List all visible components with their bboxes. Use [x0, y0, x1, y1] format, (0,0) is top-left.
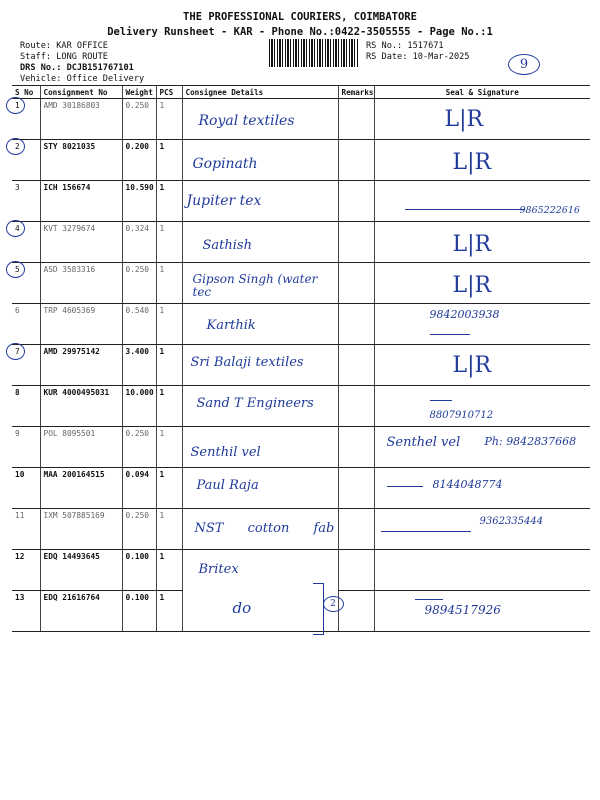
- row-weight: 10.000: [122, 386, 156, 427]
- table-row: [12, 304, 590, 345]
- table-row: [12, 427, 590, 468]
- signature-scribble: [387, 486, 423, 487]
- col-header-sno: S No: [12, 86, 40, 99]
- row-weight: 0.250: [122, 263, 156, 304]
- circle-mark: [6, 97, 25, 114]
- col-header-consignment: Consignment No: [40, 86, 122, 99]
- row-weight: 0.094: [122, 468, 156, 509]
- row-sno: 6: [12, 304, 40, 345]
- staff-label: Staff: LONG ROUTE: [20, 52, 108, 62]
- circled-mark: 2: [323, 596, 344, 612]
- row-remarks: [338, 304, 374, 345]
- phone-handwriting: 9842003938: [429, 308, 500, 321]
- table-row: [12, 591, 590, 632]
- row-consignment: EDQ 21616764: [40, 591, 122, 632]
- table-row: [12, 140, 590, 181]
- signature-handwriting: Senthel vel: [386, 435, 461, 450]
- row-weight: 0.250: [122, 99, 156, 140]
- row-pcs: 1: [156, 427, 182, 468]
- col-header-remarks: Remarks: [338, 86, 374, 99]
- phone-handwriting: 8807910712: [429, 410, 494, 421]
- row-remarks: [338, 345, 374, 386]
- consignee-handwriting: Karthik: [206, 318, 256, 333]
- row-consignment: TRP 4605369: [40, 304, 122, 345]
- row-consignment: ICH 156674: [40, 181, 122, 222]
- signature-scribble: [405, 209, 525, 210]
- row-consignment: ASD 3583316: [40, 263, 122, 304]
- company-title: THE PROFESSIONAL COURIERS, COIMBATORE: [183, 11, 417, 23]
- row-sno: 12: [12, 550, 40, 591]
- row-sno: 10: [12, 468, 40, 509]
- vehicle-label: Vehicle: Office Delivery: [20, 74, 145, 84]
- consignee-handwriting: Gopinath: [192, 156, 258, 172]
- table-row: [12, 222, 590, 263]
- table-row: [12, 99, 590, 140]
- row-pcs: 1: [156, 140, 182, 181]
- col-header-weight: Weight: [122, 86, 156, 99]
- consignee-handwriting: Jupiter tex: [186, 193, 262, 209]
- col-header-pcs: PCS: [156, 86, 182, 99]
- row-consignment: KUR 4000495031: [40, 386, 122, 427]
- row-remarks: [338, 222, 374, 263]
- table-row: [12, 509, 590, 550]
- row-consignment: STY 8021035: [40, 140, 122, 181]
- row-sno: 13: [12, 591, 40, 632]
- row-sno: 2: [15, 142, 20, 151]
- row-weight: 0.100: [122, 550, 156, 591]
- row-remarks: [338, 99, 374, 140]
- consignee-handwriting: do: [232, 598, 252, 617]
- row-remarks: [338, 181, 374, 222]
- rs-number: RS No.: 1517671: [366, 41, 444, 51]
- table-row: [12, 550, 590, 591]
- signature-scribble: [430, 400, 452, 401]
- row-remarks: [338, 550, 374, 591]
- runsheet-subtitle: Delivery Runsheet - KAR - Phone No.:0422-3505555 - Page No.:1: [107, 26, 493, 38]
- phone-handwriting: 9362335444: [479, 516, 544, 527]
- row-pcs: 1: [156, 263, 182, 304]
- row-consignment: AMD 30186803: [40, 99, 122, 140]
- row-consignment: POL 8095501: [40, 427, 122, 468]
- drs-number: DRS No.: DCJB151767101: [20, 63, 134, 73]
- signature-handwriting: L|R: [452, 353, 492, 378]
- consignee-handwriting: Paul Raja: [196, 478, 259, 493]
- circle-mark: [6, 261, 25, 278]
- row-weight: 0.540: [122, 304, 156, 345]
- row-pcs: 1: [156, 99, 182, 140]
- route-label: Route: KAR OFFICE: [20, 41, 108, 51]
- row-pcs: 1: [156, 591, 182, 632]
- row-pcs: 1: [156, 304, 182, 345]
- signature-scribble: [430, 334, 470, 335]
- runsheet-table: [12, 85, 590, 632]
- row-remarks: [338, 509, 374, 550]
- row-weight: 0.200: [122, 140, 156, 181]
- row-remarks: [338, 140, 374, 181]
- phone-handwriting: 9865222616: [519, 205, 580, 216]
- circle-mark: [6, 138, 25, 155]
- row-pcs: 1: [156, 345, 182, 386]
- signature-handwriting: L|R: [452, 232, 492, 257]
- row-consignment: KVT 3279674: [40, 222, 122, 263]
- signature-scribble: [415, 599, 443, 600]
- row-sno: 9: [12, 427, 40, 468]
- row-sno: 3: [12, 181, 40, 222]
- row-remarks: [338, 263, 374, 304]
- row-consignment: AMD 29975142: [40, 345, 122, 386]
- consignee-handwriting: Senthil vel: [190, 445, 261, 460]
- col-header-signature: Seal & Signature: [374, 86, 590, 99]
- table-row: [12, 386, 590, 427]
- circle-mark: [6, 220, 25, 237]
- consignee-handwriting: Royal textiles: [198, 113, 295, 129]
- bracket-mark: [313, 583, 324, 635]
- row-weight: 0.100: [122, 591, 156, 632]
- phone-handwriting: 9894517926: [424, 603, 501, 617]
- col-header-consignee: Consignee Details: [182, 86, 338, 99]
- table-row: [12, 468, 590, 509]
- row-weight: 3.400: [122, 345, 156, 386]
- signature-scribble: [381, 531, 471, 532]
- row-sno: 5: [15, 265, 20, 274]
- row-pcs: 1: [156, 509, 182, 550]
- row-sno: 4: [15, 224, 20, 233]
- row-remarks: [338, 427, 374, 468]
- row-sno: 11: [12, 509, 40, 550]
- row-remarks: [338, 386, 374, 427]
- row-pcs: 1: [156, 386, 182, 427]
- circle-mark: [6, 343, 25, 360]
- row-pcs: 1: [156, 550, 182, 591]
- row-pcs: 1: [156, 222, 182, 263]
- signature-handwriting: L|R: [444, 107, 484, 132]
- signature-handwriting: L|R: [452, 273, 492, 298]
- row-weight: 10.590: [122, 181, 156, 222]
- row-consignment: IXM 507885169: [40, 509, 122, 550]
- consignee-handwriting: Sand T Engineers: [196, 396, 314, 411]
- row-sno: 1: [15, 101, 20, 110]
- consignee-handwriting: Gipson Singh (water tec: [192, 272, 318, 299]
- rs-date: RS Date: 10-Mar-2025: [366, 52, 470, 62]
- row-weight: 0.324: [122, 222, 156, 263]
- phone-handwriting: 8144048774: [432, 478, 503, 491]
- consignee-handwriting: Britex: [198, 562, 239, 577]
- table-row: [12, 181, 590, 222]
- consignee-handwriting: NST cotton fab: [194, 521, 335, 536]
- consignee-handwriting: Sri Balaji textiles: [190, 355, 304, 370]
- signature-handwriting: L|R: [452, 150, 492, 175]
- table-header-row: [12, 86, 590, 99]
- row-consignment: MAA 200164515: [40, 468, 122, 509]
- row-sno: 7: [15, 347, 20, 356]
- row-weight: 0.250: [122, 509, 156, 550]
- row-remarks: [338, 468, 374, 509]
- table-row: [12, 345, 590, 386]
- table-row: [12, 263, 590, 304]
- row-remarks: [338, 591, 374, 632]
- circled-count: 9: [508, 54, 540, 75]
- row-consignment: EDQ 14493645: [40, 550, 122, 591]
- row-weight: 0.250: [122, 427, 156, 468]
- row-pcs: 1: [156, 468, 182, 509]
- phone-handwriting: Ph: 9842837668: [484, 435, 577, 448]
- consignee-handwriting: Sathish: [202, 238, 252, 253]
- barcode-image: [269, 39, 359, 67]
- row-sno: 8: [12, 386, 40, 427]
- row-pcs: 1: [156, 181, 182, 222]
